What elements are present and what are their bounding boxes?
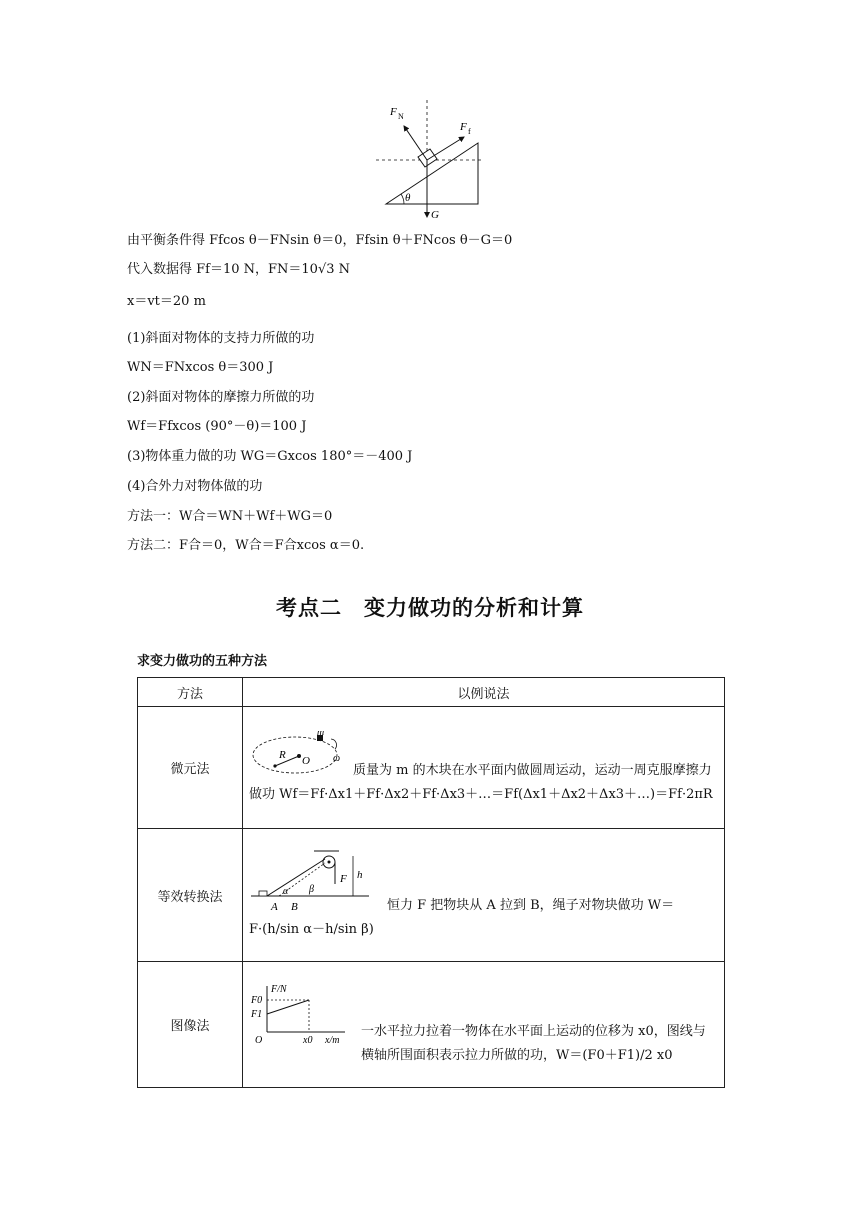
method-name: 等效转换法 <box>138 829 243 962</box>
y-axis-label: F/N <box>271 983 287 995</box>
table-row <box>138 829 725 962</box>
method-name: 微元法 <box>138 707 243 829</box>
r-label: R <box>279 748 286 761</box>
incline-force-diagram <box>360 100 500 225</box>
example-text: 质量为 m 的木块在水平面内做圆周运动，运动一周克服摩擦力做功 Wf＝Ff·Δx1＋Ff·Δx2＋Ff·Δx3＋…＝Ff(Δx1＋Δx2＋Δx3＋…)＝Ff·2πR <box>249 762 713 802</box>
header-example: 以例说法 <box>243 678 725 707</box>
table-header-row <box>138 678 725 707</box>
table-caption: 求变力做功的五种方法 <box>137 654 268 669</box>
theta-label: θ <box>405 192 411 204</box>
h-label: h <box>357 869 363 881</box>
beta-label: β <box>309 884 314 895</box>
f1-label: F1 <box>251 1008 263 1020</box>
g-label: G <box>431 209 439 221</box>
x-axis-label: x/m <box>325 1034 340 1046</box>
alpha-label: α <box>283 886 289 897</box>
step2-heading: (2)斜面对物体的摩擦力所做的功 <box>127 390 315 405</box>
table-row <box>138 707 725 829</box>
ff-sub: f <box>468 127 471 136</box>
step4-heading: (4)合外力对物体做的功 <box>127 479 263 494</box>
force-displacement-graph <box>249 982 353 1046</box>
circle-motion-figure <box>249 731 345 777</box>
m-label: m <box>317 730 325 738</box>
header-method: 方法 <box>138 678 243 707</box>
table-row <box>138 962 725 1088</box>
methods-table <box>137 677 725 1088</box>
omega-label: ω <box>333 752 341 764</box>
a-label: A <box>271 901 278 913</box>
step2-result: Wf＝Ffxcos (90°－θ)＝100 J <box>127 419 307 434</box>
example-text: 一水平拉力拉着一物体在水平面上运动的位移为 x0，图线与横轴所围面积表示拉力所做的功，W＝(F0＋F1)/2 x0 <box>361 1023 706 1063</box>
equilibrium-line: 由平衡条件得 Ffcos θ－FNsin θ＝0，Ffsin θ＋FNcos θ－G＝0 <box>127 233 513 248</box>
o-label: O <box>302 754 310 767</box>
pulley-figure <box>249 848 379 918</box>
step3-line: (3)物体重力做的功 WG＝Gxcos 180°＝－400 J <box>127 449 413 464</box>
section-title: 考点二 变力做功的分析和计算 <box>276 596 584 620</box>
method-name: 图像法 <box>138 962 243 1088</box>
substitution-line: 代入数据得 Ff＝10 N，FN＝10√3 N <box>127 262 351 277</box>
f-label: F <box>340 873 347 885</box>
b-label: B <box>291 901 298 913</box>
x0-label: x0 <box>303 1034 313 1046</box>
ff-label: F <box>460 121 467 133</box>
displacement-line: x＝vt＝20 m <box>127 294 206 309</box>
fn-sub: N <box>398 112 404 121</box>
method1-line: 方法一：W合＝WN＋Wf＋WG＝0 <box>127 509 333 524</box>
example-text: 恒力 F 把物块从 A 拉到 B，绳子对物块做功 W＝F·(h/sin α－h/sin β) <box>249 898 675 937</box>
origin-label: O <box>255 1034 263 1046</box>
f0-label: F0 <box>251 994 263 1006</box>
fn-label: F <box>390 106 397 118</box>
method2-line: 方法二：F合＝0，W合＝F合xcos α＝0. <box>127 538 365 553</box>
step1-heading: (1)斜面对物体的支持力所做的功 <box>127 331 315 346</box>
step1-result: WN＝FNxcos θ＝300 J <box>127 360 274 375</box>
